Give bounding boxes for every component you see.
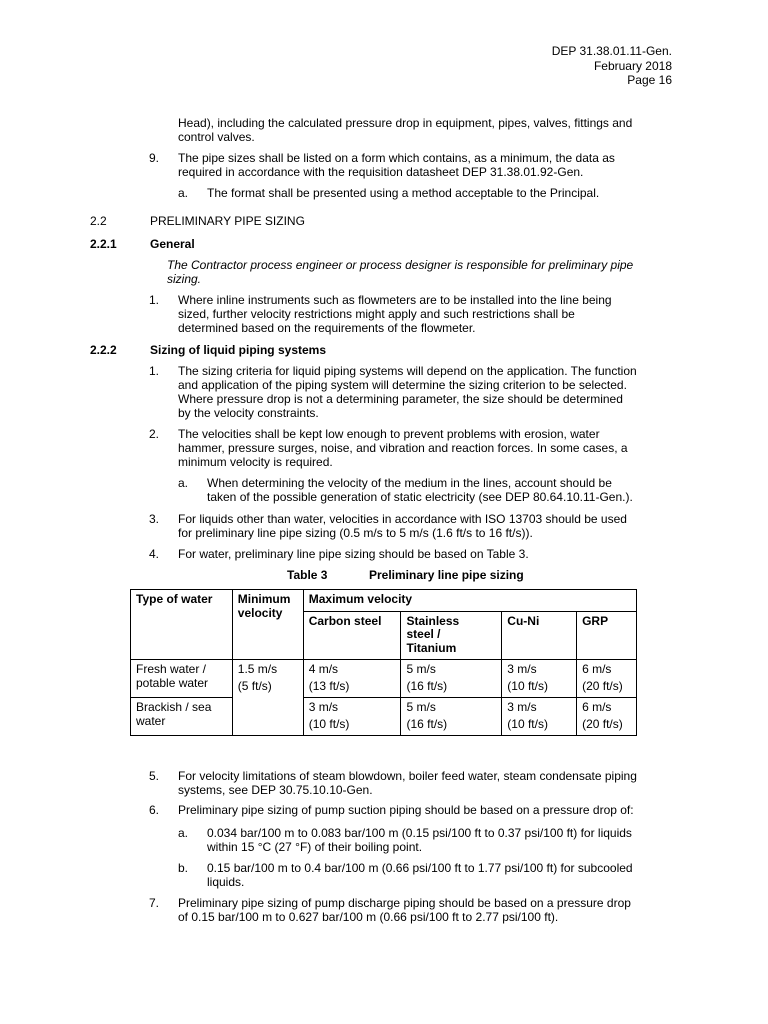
table-row xyxy=(131,698,637,736)
header-type-of-water: Type of water xyxy=(131,590,233,660)
item-7-text: Preliminary pipe sizing of pump discharge piping should be based on a pressure drop of 0.15 bar/100 m to 0.627 bar/100 m (0.66 psi/100 ft to 2.77 psi/100 ft). xyxy=(178,896,631,924)
item-5-text: For velocity limitations of steam blowdown, boiler feed water, steam condensate piping systems, see DEP 30.75.10.10-Gen. xyxy=(178,769,637,797)
section-2-2-2-item-2-number: 2. xyxy=(149,427,160,441)
item-6a-text: 0.034 bar/100 m to 0.083 bar/100 m (0.15 psi/100 ft to 0.37 psi/100 ft) for liquids within 15 °C (27 °F) of their boiling point. xyxy=(207,826,632,854)
section-2-2-2-item-3-number: 3. xyxy=(149,512,160,526)
section-2-2-2-item-2a-text: When determining the velocity of the medium in the lines, account should be taken of the possible generation of static electricity (see DEP 80.64.10.11-Gen.). xyxy=(207,476,633,504)
header-maximum-velocity: Maximum velocity xyxy=(303,590,636,612)
header-cu-ni: Cu-Ni xyxy=(502,611,577,660)
item-9a-text: The format shall be presented using a method acceptable to the Principal. xyxy=(207,186,600,200)
cell-minimum-velocity: 1.5 m/s (5 ft/s) xyxy=(232,660,303,698)
section-2-2-1-number: 2.2.1 xyxy=(90,237,117,251)
cell-type: Fresh water / potable water xyxy=(131,660,233,698)
section-2-2-1-note: The Contractor process engineer or process designer is responsible for preliminary pipe sizing. xyxy=(167,258,634,286)
header-minimum-velocity: Minimum velocity xyxy=(232,590,303,660)
item-7-number: 7. xyxy=(149,896,160,910)
cell-type: Brackish / sea water xyxy=(131,698,233,736)
table-3-title: Preliminary line pipe sizing xyxy=(369,568,524,582)
item-6-text: Preliminary pipe sizing of pump suction piping should be based on a pressure drop of: xyxy=(178,803,634,817)
section-2-2-number: 2.2 xyxy=(90,214,107,228)
cell-minimum-velocity xyxy=(232,698,303,736)
section-2-2-2-item-4-text: For water, preliminary line pipe sizing should be based on Table 3. xyxy=(178,547,529,561)
table-header-row xyxy=(131,590,637,612)
cell-grp: 6 m/s (20 ft/s) xyxy=(577,698,637,736)
section-2-2-1-title: General xyxy=(150,237,195,251)
page-header xyxy=(552,44,672,88)
item-6a-number: a. xyxy=(178,826,189,840)
item-9-text: The pipe sizes shall be listed on a form which contains, as a minimum, the data as required in accordance with the requisition datasheet DEP 31.38.01.92-Gen. xyxy=(178,151,615,179)
section-2-2-2-title: Sizing of liquid piping systems xyxy=(150,343,327,357)
page-number: Page 16 xyxy=(627,73,672,87)
cell-stainless-steel: 5 m/s (16 ft/s) xyxy=(401,698,502,736)
section-2-2-2-item-1-number: 1. xyxy=(149,364,160,378)
section-2-2-title: PRELIMINARY PIPE SIZING xyxy=(150,214,305,228)
section-2-2-1-item-1-text: Where inline instruments such as flowmeters are to be installed into the line being sized, further velocity restrictions might apply and such restrictions shall be determined based on the requirements of the flowmeter. xyxy=(178,293,612,335)
table-row xyxy=(131,660,637,698)
item-6b-text: 0.15 bar/100 m to 0.4 bar/100 m (0.66 psi/100 ft to 1.77 psi/100 ft) for subcooled liquids. xyxy=(207,861,633,889)
pipe-sizing-table xyxy=(130,589,637,736)
item-9a-number: a. xyxy=(178,186,189,200)
header-carbon-steel: Carbon steel xyxy=(303,611,401,660)
document-date: February 2018 xyxy=(593,58,672,73)
item-5-number: 5. xyxy=(149,769,160,783)
header-stainless-steel: Stainless steel / Titanium xyxy=(401,611,502,660)
section-2-2-2-item-4-number: 4. xyxy=(149,547,160,561)
section-2-2-2-number: 2.2.2 xyxy=(90,343,117,357)
continuation-paragraph: Head), including the calculated pressure drop in equipment, pipes, valves, fittings and control valves. xyxy=(178,116,633,144)
cell-cu-ni: 3 m/s (10 ft/s) xyxy=(502,698,577,736)
item-9-number: 9. xyxy=(149,151,160,165)
cell-cu-ni: 3 m/s (10 ft/s) xyxy=(502,660,577,698)
cell-carbon-steel: 4 m/s (13 ft/s) xyxy=(303,660,401,698)
section-2-2-2-item-2a-number: a. xyxy=(178,476,189,490)
section-2-2-2-item-2-text: The velocities shall be kept low enough to prevent problems with erosion, water hammer, pressure surges, noise, and vibration and reaction forces. In some cases, a minimum velocity is required. xyxy=(178,427,628,469)
header-grp: GRP xyxy=(577,611,637,660)
cell-stainless-steel: 5 m/s (16 ft/s) xyxy=(401,660,502,698)
cell-grp: 6 m/s (20 ft/s) xyxy=(577,660,637,698)
section-2-2-2-item-1-text: The sizing criteria for liquid piping systems will depend on the application. The function and application of the piping system will determine the sizing criterion to be selected. Where pressure drop is not a determining parameter, the size should be determined by the velocity constraints. xyxy=(178,364,637,420)
item-6b-number: b. xyxy=(178,861,189,875)
section-2-2-2-item-3-text: For liquids other than water, velocities in accordance with ISO 13703 should be used for preliminary line pipe sizing (0.5 m/s to 5 m/s (1.6 ft/s to 16 ft/s)). xyxy=(178,512,627,540)
cell-carbon-steel: 3 m/s (10 ft/s) xyxy=(303,698,401,736)
table-3-label: Table 3 xyxy=(287,568,328,582)
item-6-number: 6. xyxy=(149,803,160,817)
document-id: DEP 31.38.01.11-Gen. xyxy=(551,44,672,58)
section-2-2-1-item-1-number: 1. xyxy=(149,293,160,307)
